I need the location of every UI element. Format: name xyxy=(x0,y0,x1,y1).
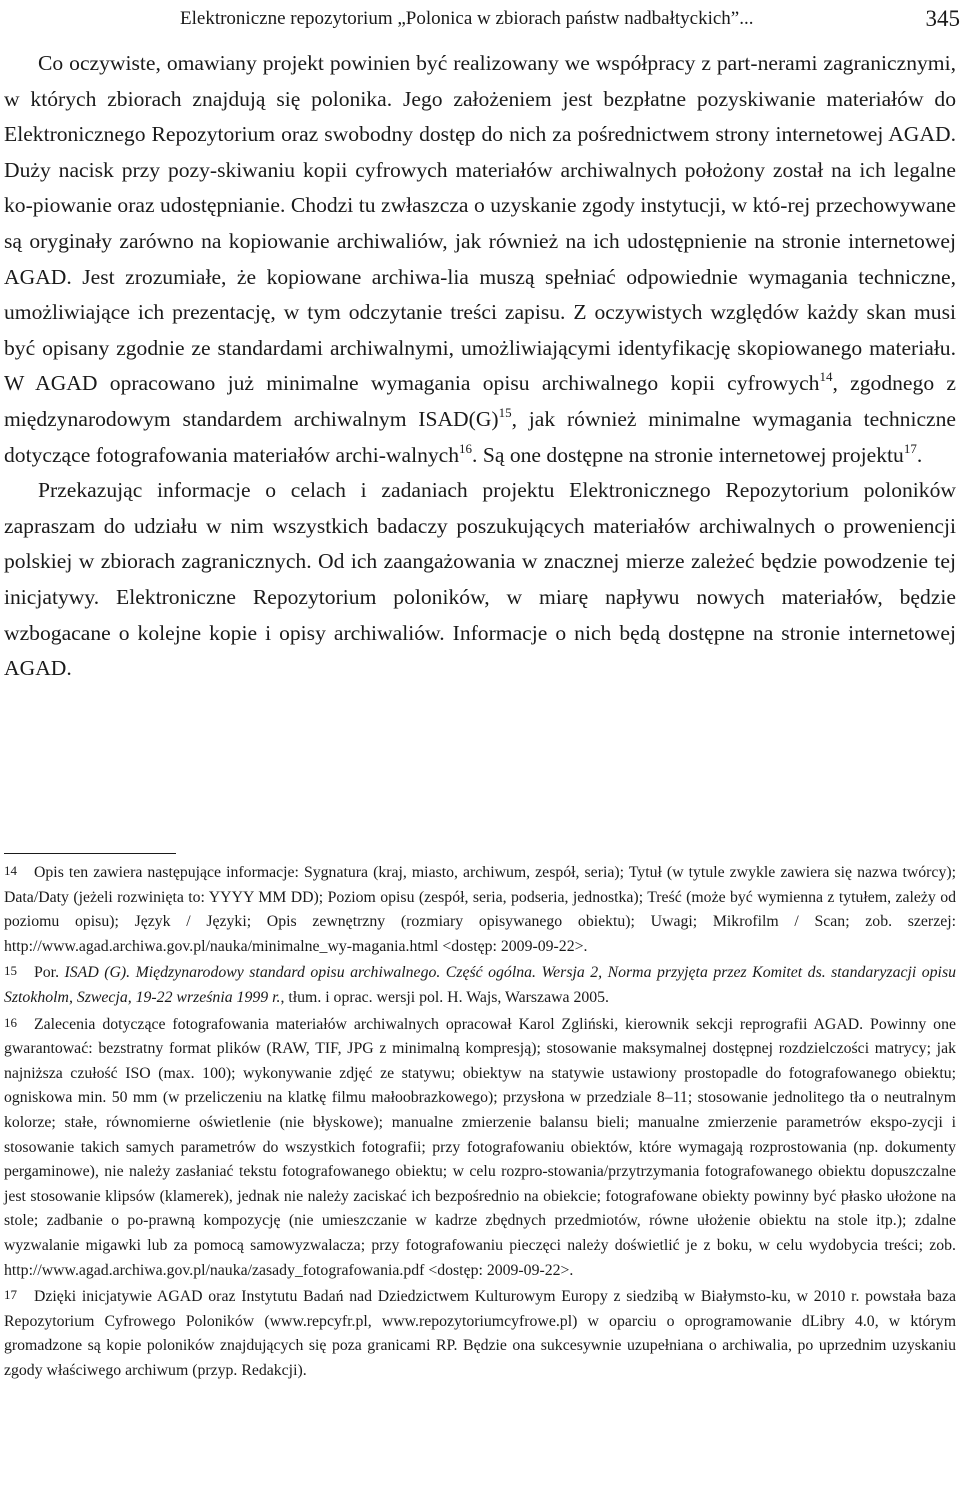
footnote-number: 14 xyxy=(4,863,17,878)
main-text xyxy=(4,46,956,687)
footnotes xyxy=(4,859,956,1383)
paragraph-1-text-e: . xyxy=(916,442,923,467)
footnote-16 xyxy=(4,1011,956,1284)
paragraph-1-text-c: , jak również minimalne wymagania techniczne dotyczące fotografowania materiałów archi-walnych xyxy=(4,406,956,467)
footnote-number: 17 xyxy=(4,1287,17,1303)
footnote-italic-title: ISAD (G). Międzynarodowy standard opisu archiwalnego. Część ogólna. Wersja 2, Norma przyjęta przez Komitet ds. standaryzacji opisu Sztokholm, Szwecja, 19-22 września 1999 r. xyxy=(4,964,956,1006)
footnote-number: 15 xyxy=(4,963,17,979)
footnote-number: 16 xyxy=(4,1014,17,1030)
footnote-15 xyxy=(4,959,956,1010)
footnote-text: Zalecenia dotyczące fotografowania materiałów archiwalnych opracował Karol Zgliński, kierownik sekcji reprografii AGAD. Powinny one gwarantować: bezstratny format plików (RAW, TIF, JPG z minimalną kompresją); stosowanie maksymalnej dostępnej rozdzielczości matrycy; jak najniższa czułość ISO (max. 100); wykonywanie zdjęć ze statywu; obiektyw na statywie ustawiony prostopadle do fotografowanego obiektu; ogniskowa min. 50 mm (w przeliczeniu na klatkę filmu małoobrazkowego); przysłona w przedziale 8–11; stosowanie jednolitego tła o neutralnym kolorze; stałe, równomierne oświetlenie (nie błyskowe); manualne zmierzenie balansu bieli; manualne zmierzenie parametrów ekspo-zycji i stosowanie takich samych parametrów do wszystkich fotografii; przy fotografowaniu obiektów, które wymagają rozprostowania (np. dokumenty pergaminowe), nie należy zasłaniać tekstu fotografowanego obiektu; w celu rozpro-stowania/przytrzymania fotografowanego obiektu dopuszczalne jest stosowanie klipsów (klamerek), jednak nie należy zaciskać ich bezpośrednio na obiekcie; fotografowane obiekty powinny być płasko ułożone na stole; zadbanie o po-prawną kompozycję (nie umieszczanie w kadrze zbędnych przedmiotów, równe ułożenie obiektu na stole itp.); zdalne wyzwalanie migawki lub za pomocą samowyzwalacza; przy fotografowaniu pieczęci należy doświetlić je z boku, w celu wydobycia treści; zob. http://www.agad.archiwa.gov.pl/nauka/zasady_fotografowania.pdf <dostęp: 2009-09-22>. xyxy=(4,1015,956,1279)
running-header xyxy=(180,4,960,34)
footnote-ref-14: 14 xyxy=(819,369,833,385)
footnote-text: Dzięki inicjatywie AGAD oraz Instytutu Badań nad Dziedzictwem Kulturowym Europy z siedzibą w Białymsto-ku, w 2010 r. powstała baza Repozytorium Cyfrowego Poloników (www.repcyfr.pl, www.repozytoriumcyfrowe.pl) w oparciu o oprogramowanie dLibry 4.0, w którym gromadzone są kopie poloników znajdujących się poza granicami RP. Będzie ona sukcesywnie uzupełniana o archiwalia, po uprzednim uzyskaniu zgody właściwego archiwum (przyp. Redakcji). xyxy=(4,1288,956,1379)
running-title: Elektroniczne repozytorium „Polonica w zbiorach państw nadbałtyckich”... xyxy=(180,8,754,29)
footnote-14 xyxy=(4,859,956,959)
paragraph-2: Przekazując informacje o celach i zadaniach projektu Elektronicznego Repozytorium poloników zapraszam do udziału w nim wszystkich badaczy poszukujących materiałów archiwalnych o proweniencji polskiej w zbiorach zagranicznych. Od ich zaangażowania w znacznej mierze zależeć będzie powodzenie tej inicjatywy. Elektroniczne Repozytorium poloników, w miarę napływu nowych materiałów, będzie wzbogacane o kolejne kopie i opisy archiwaliów. Informacje o nich będą dostępne na stronie internetowej AGAD. xyxy=(4,478,956,681)
footnote-text: Opis ten zawiera następujące informacje: Sygnatura (kraj, miasto, archiwum, zespół, seria); Tytuł (w tytule zwykle zawiera się nazwa twórcy); Data/Daty (jeżeli rozwinięta to: YYYY MM DD); Poziom opisu (zespół, seria, podseria, jednostka); Treść (może być wymienna z tytułem, zależy od poziomu opisu); Język / Języki; Opis zewnętrzny (rozmiary opisywanego obiektu); Uwagi; Mikrofilm / Scan; zob. szerzej: http://www.agad.archiwa.gov.pl/nauka/minimalne_wy-magania.html <dostęp: 2009-09-22>. xyxy=(4,864,956,955)
footnote-17 xyxy=(4,1283,956,1383)
footnote-text: , tłum. i oprac. wersji pol. H. Wajs, Warszawa 2005. xyxy=(280,988,609,1006)
page-number: 345 xyxy=(925,6,960,31)
paragraph-1-text-a: Co oczywiste, omawiany projekt powinien być realizowany we współpracy z part-nerami zagranicznymi, w których zbiorach znajdują się polonika. Jego założeniem jest bezpłatne pozyskiwanie materiałów do Elektronicznego Repozytorium oraz swobodny dostęp do nich za pośrednictwem strony internetowej AGAD. Duży nacisk przy pozy-skiwaniu kopii cyfrowych materiałów archiwalnych położony został na ich legalne ko-piowanie oraz udostępnianie. Chodzi tu zwłaszcza o uzyskanie zgody instytucji, w któ-rej przechowywane są oryginały zarówno na kopiowanie archiwaliów, jak również na ich udostępnienie na stronie internetowej AGAD. Jest zrozumiałe, że kopiowane archiwa-lia muszą spełniać odpowiednie wymagania techniczne, umożliwiające ich prezentację, w tym odczytanie treści zapisu. Z oczywistych względów każdy skan musi być opisany zgodnie ze standardami archiwalnymi, umożliwiającymi identyfikację skopiowanego materiału. W AGAD opracowano już minimalne wymagania opisu archiwalnego kopii cyfrowych xyxy=(4,51,956,396)
paragraph-1-text-d: . Są one dostępne na stronie internetowej projektu xyxy=(472,442,904,467)
paragraph-1-text-b: , zgodnego z międzynarodowym standardem archiwalnym ISAD(G) xyxy=(4,371,956,431)
footnote-lead: Por. xyxy=(34,964,65,982)
footnote-separator xyxy=(4,853,176,854)
footnote-ref-15: 15 xyxy=(498,404,512,420)
footnote-ref-17: 17 xyxy=(903,440,917,456)
footnote-ref-16: 16 xyxy=(459,440,473,456)
paragraph-1 xyxy=(4,46,956,473)
